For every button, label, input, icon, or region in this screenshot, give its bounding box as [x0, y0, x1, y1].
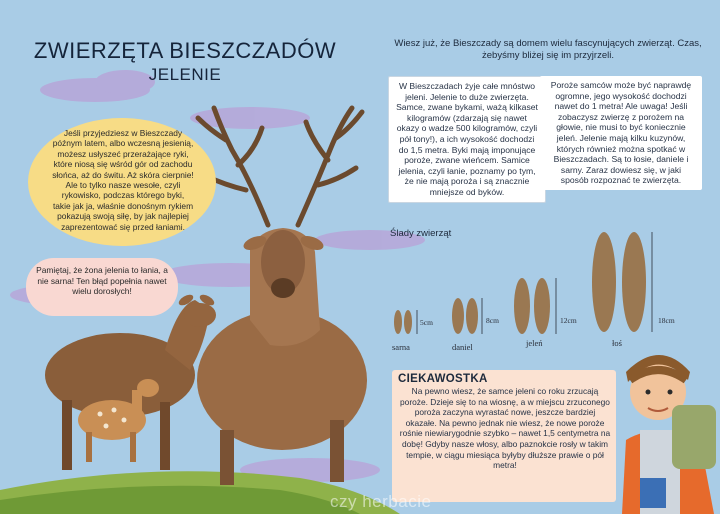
track-sarna: [394, 310, 412, 334]
track-daniel: [452, 298, 478, 334]
info-card-left-text: W Bieszczadach żyje całe mnóstwo jeleni. Jelenie to duże zwierzęta. Samce, zwane bykami, ważą kilkaset kilogramów (zdarzają się nawet okazy o wadze 500 kilogramów, czyli pół tony!), a ich wysokość dochodzi do 1,5 metra. Byki mają imponujące poroże, zwane wieńcem. Samice jelenia, czyli łanie, poznamy po tym, że nie mają poroża i są znacznie mniejsze od byków.: [396, 81, 538, 197]
speech-bubble-pink-text: Pamiętaj, że żona jelenia to łania, a nie sarna! Ten błąd popełnia nawet wielu dorosłych!: [36, 265, 168, 297]
intro-text: Wiesz już, że Bieszczady są domem wielu fascynujących zwierząt. Czas, żebyśmy bliżej się im przyjrzeli.: [394, 38, 702, 61]
track-name-label: sarna: [392, 342, 410, 352]
info-card-right: [540, 76, 702, 190]
track-size-label: 8cm: [486, 316, 499, 325]
track-jelen: [514, 278, 550, 334]
track-los: [592, 232, 646, 332]
track-size-label: 18cm: [658, 316, 675, 325]
track-name-label: jeleń: [526, 338, 543, 348]
stag-illustration: [197, 108, 367, 485]
info-card-right-text: Poroże samców może być naprawdę ogromne, jego wysokość dochodzi nawet do 1 metra! Ale uwaga! Jeśli zobaczysz zwierzę z porożem na głowie, nie musi to być koniecznie jeleń. Jelenie mają kilku kuzynów, których również można spotkać w Bieszczadach. Są to łosie, daniele i sarny. Zaraz dowiesz się, w jaki sposób rozpoznać te zwierzęta.: [550, 80, 692, 186]
watermark: czy herbacie: [330, 492, 432, 511]
track-name-label: łoś: [612, 338, 622, 348]
page-subtitle: JELENIE: [148, 65, 222, 84]
speech-bubble-yellow-text: Jeśli przyjedziesz w Bieszczady późnym latem, albo wczesną jesienią, możesz usłyszeć przerażające ryki, które niosą się wśród gór od zachodu słońca, aż do świtu. Aż skóra cierpnie! Ale to tylko nasze wesołe, czyli rykowisko, podczas którego byki, takie jak ja, właśnie donośnym rykiem pokazują swoją siłę, by jak najlepiej zaprezentować się przed łaniami.: [52, 128, 194, 232]
track-size-label: 12cm: [560, 316, 577, 325]
track-size-label: 5cm: [420, 318, 433, 327]
info-card-left: [388, 76, 546, 203]
fun-fact-title: CIEKAWOSTKA: [398, 373, 488, 385]
page-title: ZWIERZĘTA BIESZCZADÓW: [33, 38, 337, 63]
fun-fact-text: Na pewno wiesz, że samce jeleni co roku zrzucają poroże. Dzieje się to na wiosnę, a w miejscu zrzuconego poroża zaczyna wyrastać nowe, jeszcze bardziej okazałe. Na pewno jednak nie wiesz, że nowe poroże rośnie niewiarygodnie szybko – nawet 1,5 centymetra na dobę! Gdyby nasze włosy, albo paznokcie rosły w takim tempie, w ciągu miesiąca byłyby dłuższe prawie o pół metra!: [399, 386, 611, 471]
tracks-heading: Ślady zwierząt: [390, 228, 452, 239]
track-name-label: daniel: [452, 342, 473, 352]
hiker-illustration: [622, 355, 716, 514]
